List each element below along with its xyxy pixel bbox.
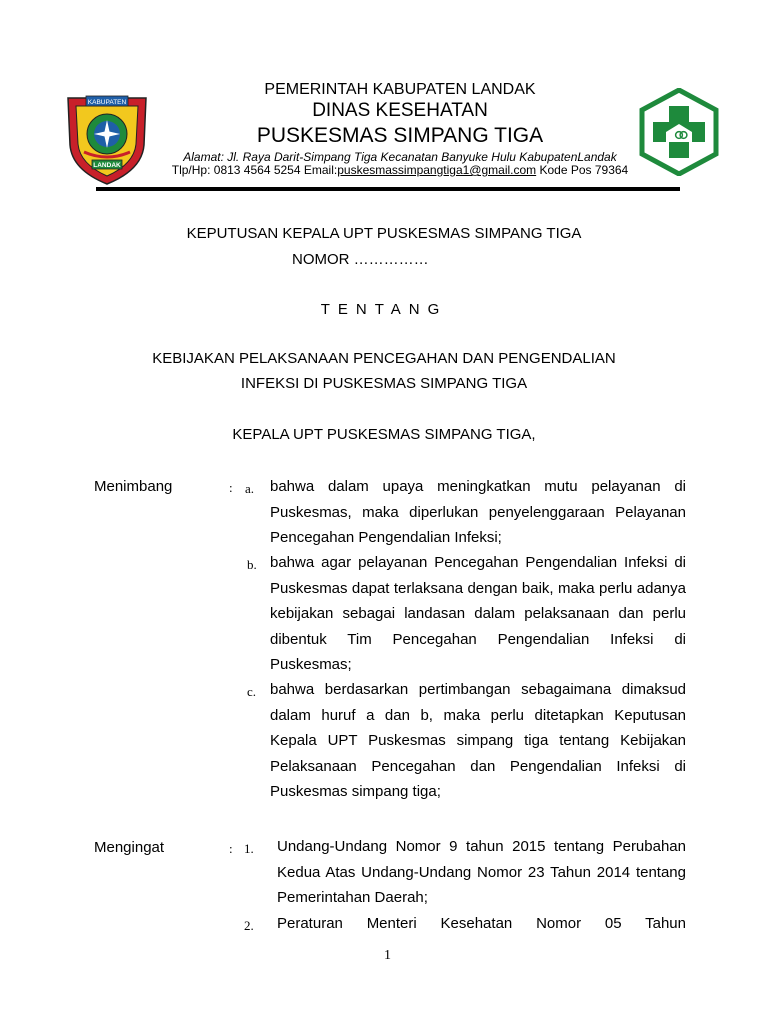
menimbang-marker-a: a. <box>245 481 255 496</box>
kabupaten-landak-logo <box>58 90 156 188</box>
mengingat-marker-2: 2. <box>244 918 254 933</box>
menimbang-item-b: bahwa agar pelayanan Pencegahan Pengendalian Infeksi di Puskesmas dapat terlaksana dengan baik, maka perlu adanya kebijakan sebagai landasan dalam pelaksanaan dan perlu dibentuk Tim Pencegahan Pengendalian Infeksi di Puskesmas; <box>270 554 686 673</box>
menimbang-marker-c: c. <box>247 684 257 699</box>
letterhead-address: Alamat: Jl. Raya Darit-Simpang Tiga Kecanatan Banyuke Hulu KabupatenLandak <box>183 150 617 164</box>
menimbang-colon: : <box>229 480 233 495</box>
menimbang-item-a: bahwa dalam upaya meningkatkan mutu pelayanan di Puskesmas, maka diperlukan penyelenggaraan Pelayanan Pencegahan Pengendalian Infeksi; <box>270 478 686 546</box>
contact-postal: Kode Pos 79364 <box>536 163 629 177</box>
decree-number: NOMOR …………… <box>292 251 429 268</box>
mengingat-label: Mengingat <box>94 839 165 856</box>
mengingat-marker-1: 1. <box>244 841 254 856</box>
mengingat-item-2: Peraturan Menteri Kesehatan Nomor 05 Tahun <box>277 915 686 932</box>
decree-about: TENTANG <box>320 301 448 318</box>
letterhead-puskesmas: PUSKESMAS SIMPANG TIGA <box>256 124 544 147</box>
contact-email: puskesmassimpangtiga1@gmail.com <box>337 163 537 177</box>
letterhead-divider <box>96 187 680 191</box>
mengingat-colon: : <box>229 841 233 856</box>
contact-phone: Tlp/Hp: 0813 4564 5254 Email: <box>171 163 338 177</box>
letterhead-government: PEMERINTAH KABUPATEN LANDAK <box>264 81 536 98</box>
mengingat-item-1: Undang-Undang Nomor 9 tahun 2015 tentang Perubahan Kedua Atas Undang-Undang Nomor 23 Tahun 2014 tentang Pemerintahan Daerah; <box>277 838 686 906</box>
menimbang-item-c: bahwa berdasarkan pertimbangan sebagaimana dimaksud dalam huruf a dan b, maka perlu ditetapkan Keputusan Kepala UPT Puskesmas simpang tiga tentang Kebijakan Pelaksanaan Pencegahan dan Pengendalian Infeksi di Puskesmas simpang tiga; <box>270 681 686 800</box>
menimbang-label: Menimbang <box>94 478 173 495</box>
logo-text-top: KABUPATEN <box>87 99 127 106</box>
decree-title: KEPUTUSAN KEPALA UPT PUSKESMAS SIMPANG TIGA <box>186 225 582 242</box>
menimbang-marker-b: b. <box>247 557 257 572</box>
page-number: 1 <box>384 948 391 963</box>
logo-text-bottom: LANDAK <box>93 162 121 169</box>
decree-subject-line2: INFEKSI DI PUSKESMAS SIMPANG TIGA <box>240 375 528 392</box>
letterhead-department: DINAS KESEHATAN <box>312 100 488 121</box>
decree-issuer: KEPALA UPT PUSKESMAS SIMPANG TIGA, <box>232 426 536 443</box>
letterhead-contact <box>145 163 655 177</box>
decree-subject-line1: KEBIJAKAN PELAKSANAAN PENCEGAHAN DAN PENGENDALIAN <box>152 350 616 367</box>
